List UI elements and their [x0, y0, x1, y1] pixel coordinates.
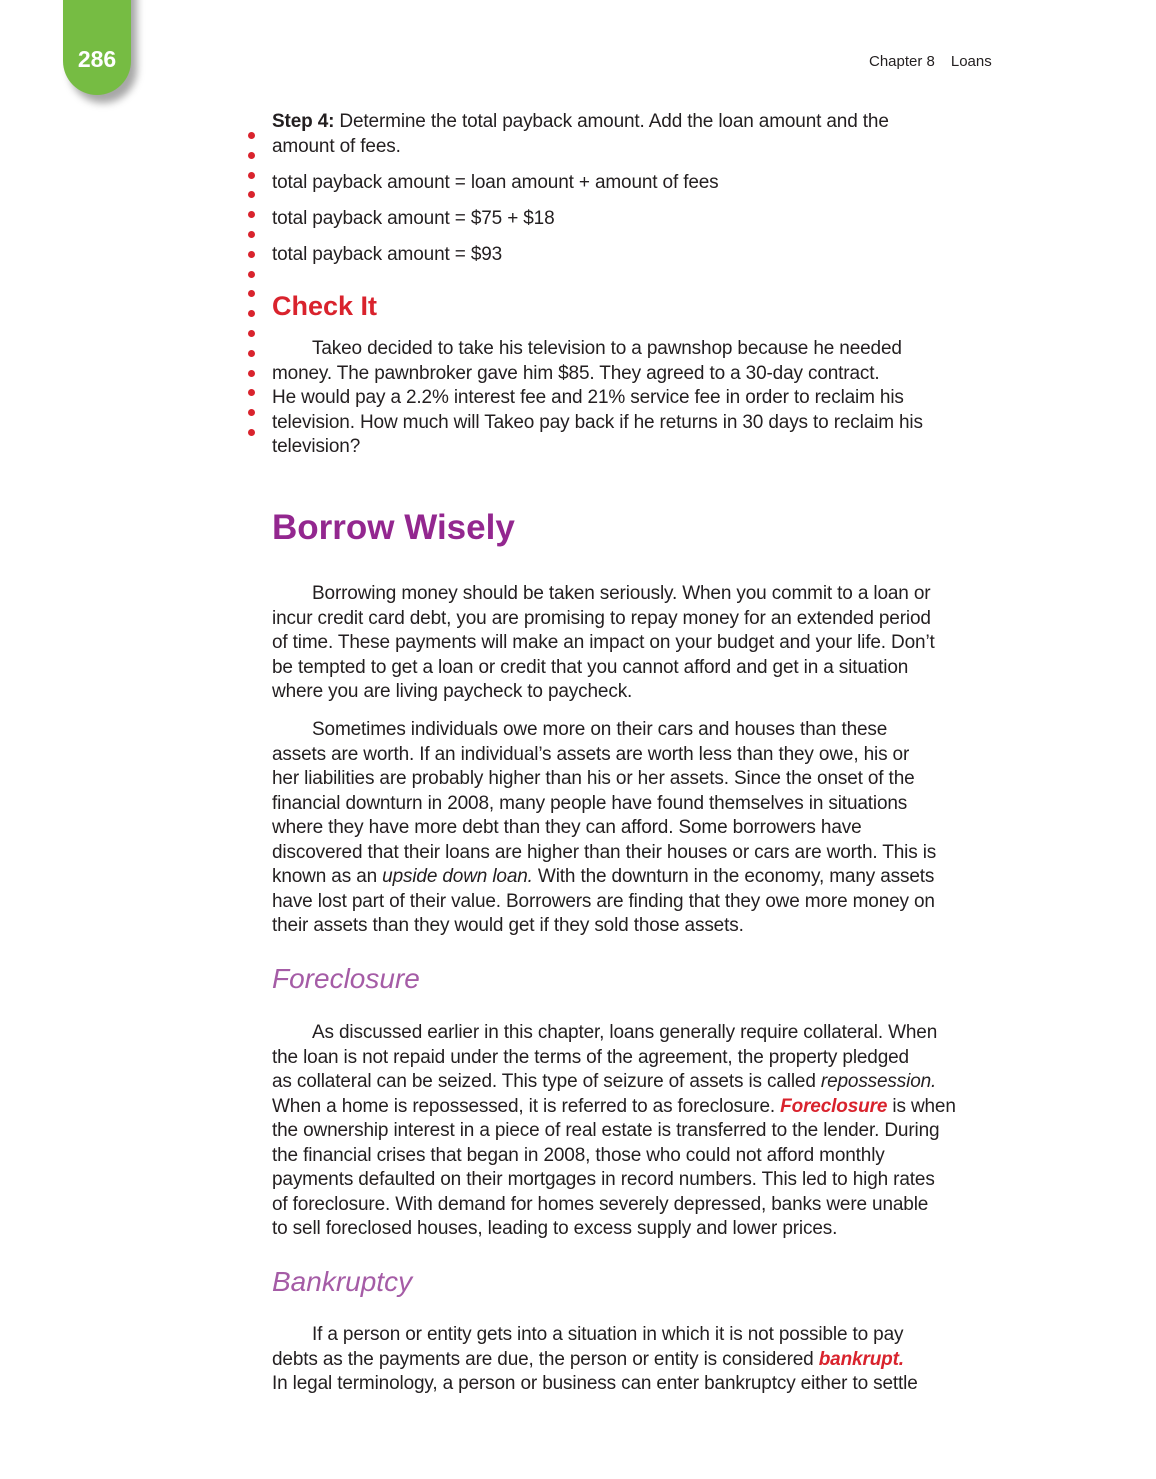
- text-run: incur credit card debt, you are promising to repay money for an extended period: [272, 607, 931, 629]
- borrow-paragraph-2: [272, 718, 1012, 939]
- text-line: [272, 110, 1012, 135]
- text-run: her liabilities are probably higher than his or her assets. Since the onset of the: [272, 768, 915, 789]
- section-heading-borrow-wisely: Borrow Wisely: [272, 508, 515, 547]
- text-run: where they have more debt than they can afford. Some borrowers have: [272, 817, 862, 838]
- text-run: their assets than they would get if they sold those assets.: [272, 915, 744, 936]
- margin-dot: [248, 370, 255, 377]
- check-it-heading: Check It: [272, 291, 378, 321]
- text-run: the loan is not repaid under the terms of the agreement, the property pledged: [272, 1046, 909, 1068]
- text-run: financial downturn in 2008, many people have found themselves in situations: [272, 792, 908, 814]
- margin-dot: [248, 409, 255, 416]
- step4-equation: [272, 171, 1012, 196]
- italic-text: repossession.: [820, 1071, 937, 1092]
- subheading-bankruptcy: Bankruptcy: [272, 1266, 413, 1297]
- dotted-margin-rule: [248, 132, 255, 449]
- text-line: [272, 607, 1012, 632]
- text-line: [272, 1217, 1012, 1242]
- equation-line: total payback amount = loan amount + amount of fees: [272, 172, 719, 193]
- text-line: [272, 1193, 1012, 1218]
- text-run: He would pay a 2.2% interest fee and 21% service fee in order to reclaim his: [272, 387, 904, 408]
- text-run: have lost part of their value. Borrowers are finding that they owe more money on: [272, 890, 935, 912]
- step4-equation: [272, 243, 1012, 268]
- text-line: [272, 1070, 1012, 1095]
- text-line: [272, 1348, 1012, 1373]
- text-run: is when: [887, 1095, 956, 1117]
- italic-text: upside down loan.: [382, 866, 533, 887]
- text-line: [272, 386, 1012, 411]
- text-line: [272, 890, 1012, 915]
- text-line: [272, 816, 1012, 841]
- text-line: [272, 743, 1012, 768]
- margin-dot: [248, 152, 255, 159]
- text-run: amount of fees.: [272, 135, 401, 157]
- text-run: In legal terminology, a person or business can enter bankruptcy either to settle: [272, 1373, 918, 1394]
- text-line: [272, 792, 1012, 817]
- text-run: the financial crises that began in 2008, those who could not afford monthly: [272, 1144, 885, 1166]
- margin-dot: [248, 132, 255, 139]
- key-term: Foreclosure: [780, 1095, 888, 1117]
- text-run: Takeo decided to take his television to a pawnshop because he needed: [312, 338, 902, 359]
- text-run: If a person or entity gets into a situation in which it is not possible to pay: [312, 1324, 904, 1345]
- text-run: known as an: [272, 866, 383, 887]
- margin-dot: [248, 389, 255, 396]
- margin-dot: [248, 290, 255, 297]
- text-line: [272, 865, 1012, 890]
- margin-dot: [248, 231, 255, 238]
- margin-dot: [248, 310, 255, 317]
- text-line: [272, 680, 1012, 705]
- text-line: [272, 1168, 1012, 1193]
- text-run: of foreclosure. With demand for homes severely depressed, banks were unable: [272, 1193, 929, 1215]
- text-line: [272, 1119, 1012, 1144]
- check-it-text: [272, 337, 1012, 460]
- text-run: of time. These payments will make an impact on your budget and your life. Don’t: [272, 632, 935, 653]
- text-line: [272, 135, 1012, 160]
- text-line: [272, 337, 1012, 362]
- text-run: When a home is repossessed, it is referred to as foreclosure.: [272, 1095, 781, 1117]
- text-run: as collateral can be seized. This type of seizure of assets is called: [272, 1071, 821, 1092]
- text-run: to sell foreclosed houses, leading to excess supply and lower prices.: [272, 1218, 838, 1239]
- text-line: [272, 1046, 1012, 1071]
- step4-equation: [272, 207, 1012, 232]
- text-run: debts as the payments are due, the person or entity is considered: [272, 1348, 819, 1370]
- key-term: bankrupt.: [818, 1348, 904, 1370]
- text-line: [272, 1323, 1012, 1348]
- margin-dot: [248, 350, 255, 357]
- running-head-chapter: Chapter 8: [869, 53, 935, 70]
- text-run: discovered that their loans are higher than their houses or cars are worth. This is: [272, 841, 937, 863]
- text-run: television. How much will Takeo pay back if he returns in 30 days to reclaim his: [272, 411, 923, 433]
- equation-line: total payback amount = $93: [272, 244, 503, 265]
- subheading-foreclosure: Foreclosure: [272, 963, 420, 994]
- text-line: [272, 1021, 1012, 1046]
- text-line: [272, 631, 1012, 656]
- text-run: television?: [272, 436, 361, 457]
- text-line: [272, 1372, 1012, 1397]
- bold-label: Step 4:: [272, 111, 335, 132]
- text-line: [272, 656, 1012, 681]
- text-run: As discussed earlier in this chapter, loans generally require collateral. When: [312, 1022, 938, 1043]
- margin-dot: [248, 330, 255, 337]
- text-run: payments defaulted on their mortgages in record numbers. This led to high rates: [272, 1169, 935, 1190]
- text-line: [272, 1144, 1012, 1169]
- text-line: [272, 767, 1012, 792]
- text-run: With the downturn in the economy, many assets: [532, 866, 935, 887]
- margin-dot: [248, 429, 255, 436]
- margin-dot: [248, 251, 255, 258]
- text-run: be tempted to get a loan or credit that you cannot afford and get in a situation: [272, 656, 909, 678]
- text-line: [272, 914, 1012, 939]
- margin-dot: [248, 172, 255, 179]
- text-run: assets are worth. If an individual’s assets are worth less than they owe, his or: [272, 743, 910, 765]
- page-number: 286: [77, 46, 117, 72]
- text-run: the ownership interest in a piece of real estate is transferred to the lender. During: [272, 1120, 940, 1141]
- text-run: Sometimes individuals owe more on their cars and houses than these: [312, 719, 888, 740]
- text-run: Borrowing money should be taken seriously. When you commit to a loan or: [312, 583, 931, 604]
- page-number-tab: [63, 0, 131, 95]
- text-line: [272, 582, 1012, 607]
- equation-line: total payback amount = $75 + $18: [272, 208, 555, 229]
- text-line: [272, 411, 1012, 436]
- foreclosure-paragraph: [272, 1021, 1012, 1242]
- step4-text: [272, 110, 1012, 159]
- text-run: Determine the total payback amount. Add the loan amount and the: [334, 111, 889, 132]
- running-head-title: Loans: [950, 53, 992, 70]
- text-run: where you are living paycheck to paycheck.: [272, 681, 633, 702]
- margin-dot: [248, 271, 255, 278]
- margin-dot: [248, 191, 255, 198]
- text-line: [272, 1095, 1012, 1120]
- borrow-paragraph-1: [272, 582, 1012, 705]
- margin-dot: [248, 211, 255, 218]
- running-head: [869, 53, 992, 70]
- bankruptcy-paragraph: [272, 1323, 1012, 1397]
- text-line: [272, 435, 1012, 460]
- text-run: money. The pawnbroker gave him $85. They agreed to a 30-day contract.: [272, 362, 880, 384]
- text-line: [272, 362, 1012, 387]
- text-line: [272, 841, 1012, 866]
- text-line: [272, 718, 1012, 743]
